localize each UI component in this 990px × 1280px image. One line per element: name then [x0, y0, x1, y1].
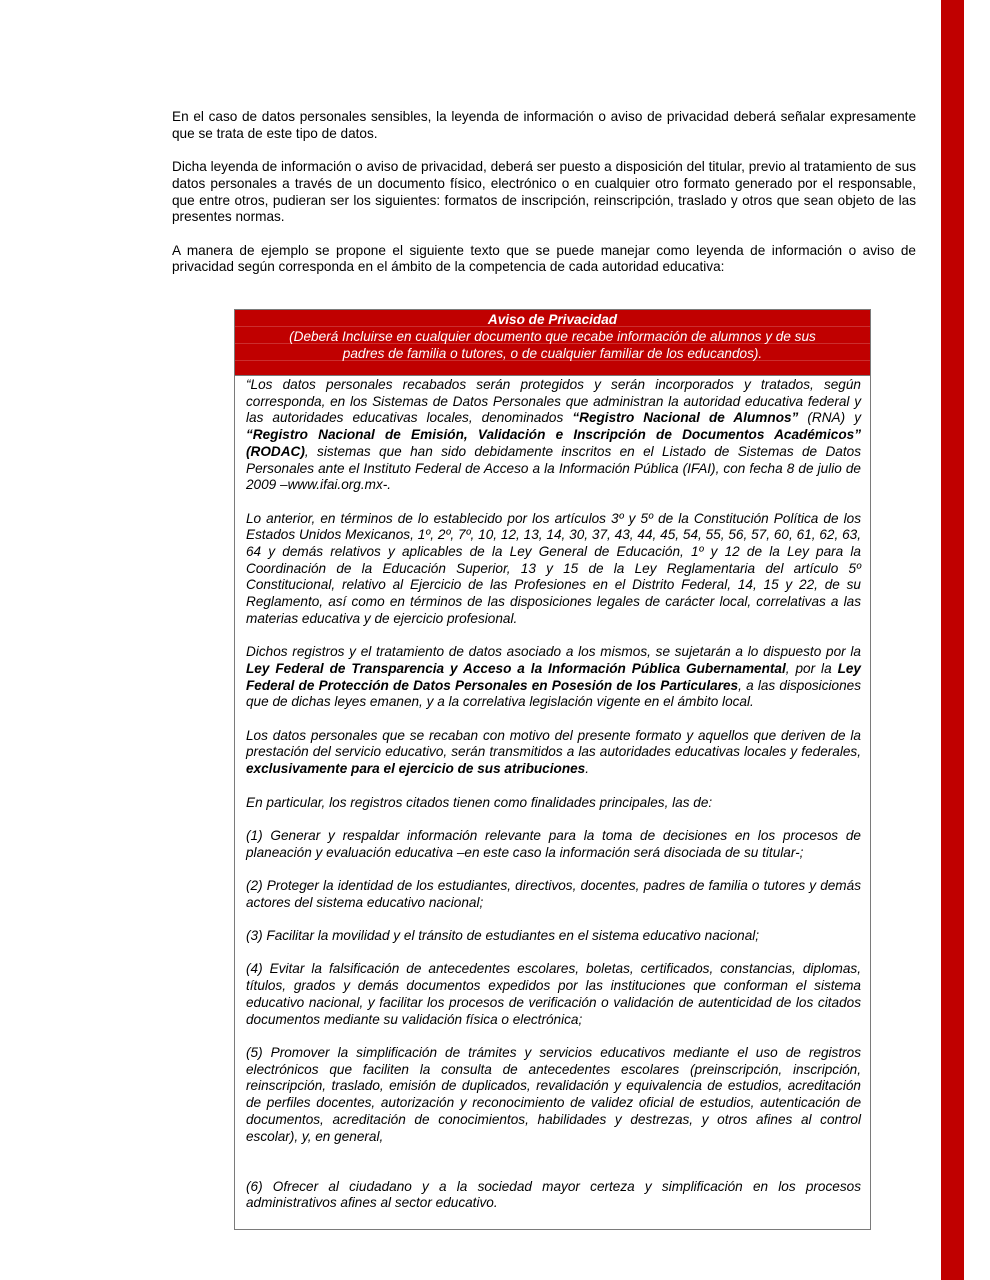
purpose-item-4: (4) Evitar la falsificación de antecedentes escolares, boletas, certificados, constancias, diplomas, títulos, grados y demás documentos expedidos por las instituciones que conforman el sistema educativo nacional, y facilitar los procesos de verificación o validación de autenticidad de los citados documentos mediante su validación física o electrónica;: [246, 961, 861, 1027]
notice-paragraph-laws: [246, 644, 861, 711]
intro-paragraph-3: A manera de ejemplo se propone el siguiente texto que se puede manejar como leyenda de información o aviso de privacidad según corresponda en el ámbito de la competencia de cada autoridad educativa:: [172, 242, 916, 275]
bold-run: exclusivamente para el ejercicio de sus atribuciones: [246, 761, 586, 777]
privacy-notice-subtitle-line-2: padres de familia o tutores, o de cualquier familiar de los educandos).: [342, 346, 763, 361]
purpose-item-3: (3) Facilitar la movilidad y el tránsito de estudiantes en el sistema educativo nacional;: [246, 928, 760, 944]
text-run: (RNA) y: [798, 410, 861, 426]
purpose-item-1: (1) Generar y respaldar información relevante para la toma de decisiones en los procesos de planeación y evaluación educativa –en este caso la información será disociada de su titular-;: [246, 827, 861, 860]
bold-run: Ley Federal de Protección de Datos Personales en Posesión de los Particulares: [246, 660, 861, 693]
text-run: Los datos personales que se recaban con motivo del presente formato y aquellos que deriven de la prestación del servicio educativo, serán transmitidos a las autoridades educativas locales y federales,: [246, 727, 861, 760]
bold-run: “Registro Nacional de Alumnos”: [572, 410, 799, 426]
privacy-notice-body: [235, 376, 870, 1212]
bold-run: Ley Federal de Transparencia y Acceso a la Información Pública Gubernamental: [246, 660, 786, 676]
text-run: .: [585, 761, 590, 777]
purpose-item-6: (6) Ofrecer al ciudadano y a la sociedad mayor certeza y simplificación en los procesos administrativos afines al sector educativo.: [246, 1178, 861, 1211]
intro-paragraph-1: En el caso de datos personales sensibles, la leyenda de información o aviso de privacidad deberá señalar expresamente que se trata de este tipo de datos.: [172, 109, 916, 141]
privacy-notice-subtitle-line-1: (Deberá Incluirse en cualquier documento que recabe información de alumnos y de sus: [289, 329, 816, 344]
notice-paragraph-purposes-intro: En particular, los registros citados tienen como finalidades principales, las de:: [246, 794, 713, 810]
text-run: Dichos registros y el tratamiento de datos asociado a los mismos, se sujetarán a lo dispuesto por la: [246, 644, 861, 660]
text-run: “Los datos personales recabados serán protegidos y serán incorporados y tratados, según corresponda, en los Sistemas de Datos Personales que administran la autoridad educativa federal y las autoridades educativas locales, denominados: [246, 377, 861, 426]
intro-text: [172, 109, 916, 293]
notice-paragraph-legal-basis: Lo anterior, en términos de lo establecido por los artículos 3º y 5º de la Constitución Política de los Estados Unidos Mexicanos, 1º, 2º, 7º, 10, 12, 13, 14, 30, 37, 43, 44, 45, 54, 55, 56, 57, 60, 61, 62, 63, 64 y demás relativos y aplicables de la Ley General de Educación, 1º y 12 de la Ley para la Coordinación de la Educación Superior, 13 y 15 de la Ley Reglamentaria del artículo 5º Constitucional, relativo al Ejercicio de las Profesiones en el Distrito Federal, 14, 15 y 22, de su Reglamento, así como en términos de las disposiciones legales de carácter local, correlativas a las materias educativa y de ejercicio profesional.: [246, 510, 861, 626]
notice-paragraph-systems: [246, 377, 861, 494]
intro-paragraph-2: Dicha leyenda de información o aviso de privacidad, deberá ser puesto a disposición del titular, previo al tratamiento de sus datos personales a través de un documento físico, electrónico o en cualquier otro formato generado por el responsable, que entre otros, pudieran ser los siguientes: formatos de inscripción, reinscripción, traslado y otros que sean objeto de las presentes normas.: [172, 159, 916, 225]
privacy-notice-title: Aviso de Privacidad: [487, 312, 618, 327]
notice-paragraph-transmission: [246, 728, 861, 778]
text-run: , a las disposiciones que de dichas leyes emanen, y a la correlativa legislación vigente en el ámbito local.: [246, 677, 861, 710]
privacy-notice-header: [235, 310, 870, 376]
purpose-item-2: (2) Proteger la identidad de los estudiantes, directivos, docentes, padres de familia o tutores y demás actores del sistema educativo nacional;: [246, 878, 861, 910]
side-accent-bar: [941, 0, 964, 1280]
text-run: , por la: [785, 660, 838, 676]
text-run: , sistemas que han sido debidamente inscritos en el Listado de Sistemas de Datos Personales ante el Instituto Federal de Acceso a la Información Pública (IFAI), con fecha 8 de julio de 2009 –www.ifai.org.mx-.: [246, 443, 861, 493]
bold-run: “Registro Nacional de Emisión, Validación e Inscripción de Documentos Académicos” (RODAC): [246, 427, 861, 459]
purpose-item-5: (5) Promover la simplificación de trámites y servicios educativos mediante el uso de registros electrónicos que faciliten la consulta de antecedentes escolares (preinscripción, inscripción, reinscripción, traslado, emisión de duplicados, revalidación y equivalencia de estudios, acreditación de perfiles docentes, autorización y reconocimiento de validez oficial de estudios, autenticación de documentos, acreditación de conocimientos, habilidades y destrezas, y otros afines al control escolar), y, en general,: [246, 1044, 861, 1144]
privacy-notice-box: [234, 309, 871, 1230]
